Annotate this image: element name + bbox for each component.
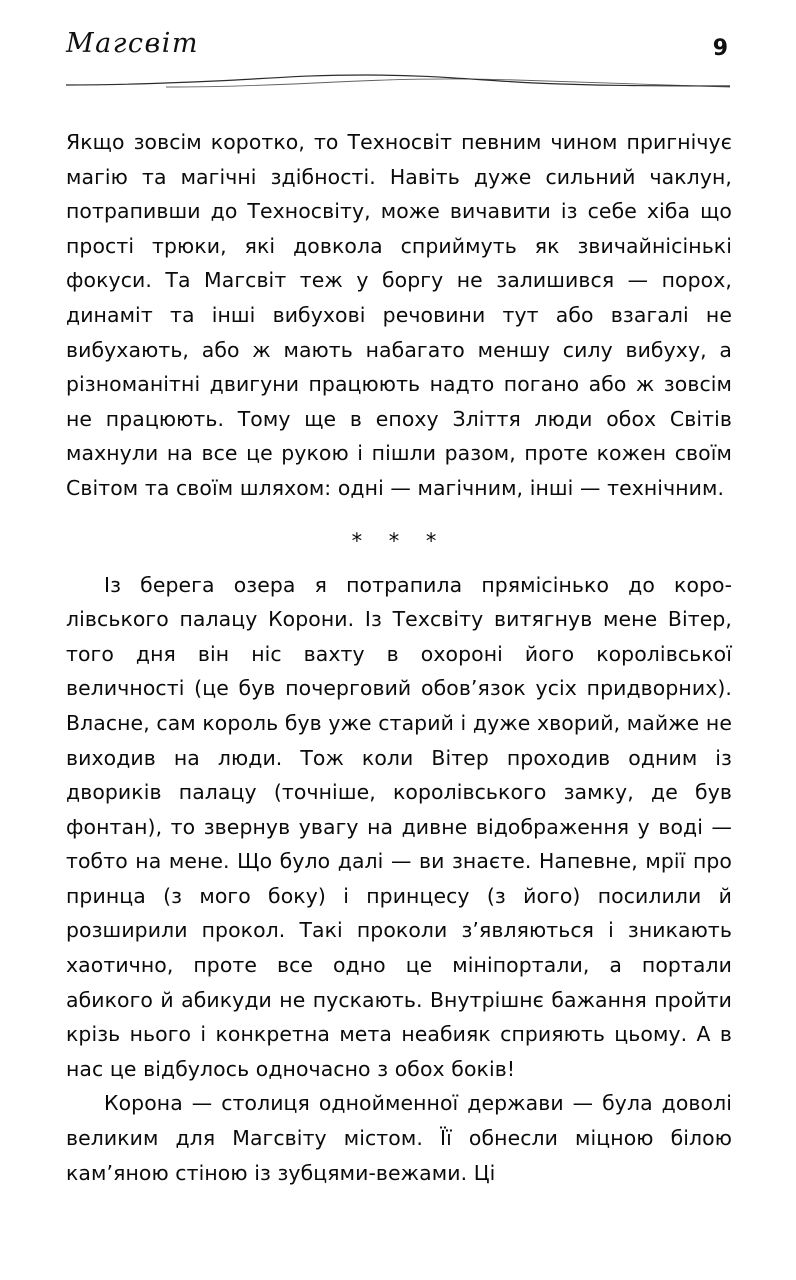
page-number: 9 xyxy=(712,36,728,61)
paragraph: Якщо зовсім коротко, то Техносвіт певним чином пригнічує магію та магічні здібності. Навіть дуже сильний чаклун, потрапивши до Техносвіту, може вичавити із себе хіба що прості трюки, які довкола сприймуть як звичайнісінькі фокуси. Та Магсвіт теж у боргу не залишився — порох, динаміт та інші вибухові речовини тут або взагалі не вибухають, або ж мають набагато меншу силу вибуху, а різноманітні двигуни працюють надто погано або ж зовсім не працюють. Тому ще в епоху Зліття люди обох Світів махнули на все це рукою і пішли разом, проте кожен своїм Світом та своїм шляхом: одні — магічним, інші — технічним. xyxy=(66,130,732,500)
body-content xyxy=(66,125,732,1190)
wave-rule-icon xyxy=(66,72,730,94)
paragraph: Із берега озера я потрапила прямісінько до королівського палацу Корони. Із Техсвіту витягнув мене Вітер, того дня він ніс вахту в охороні його королівської величності (це був почерговий обов’язок усіх придворних). Власне, сам король був уже старий і дуже хворий, майже не виходив на люди. Тож коли Вітер проходив одним із двориків палацу (точніше, королівського замку, де був фонтан), то звернув увагу на дивне відображення у воді — тобто на мене. Що було далі — ви знаєте. Напевне, мрії про принца (з мого боку) і принцесу (з його) посилили й розширили прокол. Такі проколи з’являються і зникають хаотично, проте все одно це мініпортали, а портали абикого й абикуди не пускають. Внутрішнє бажання пройти крізь нього і конкретна мета неабияк сприяють цьому. А в нас це відбулось одночасно з обох боків! xyxy=(66,572,732,1081)
running-head xyxy=(66,28,199,59)
paragraph: Корона — столиця однойменної держави — була доволі великим для Магсвіту містом. Її обнесли міцною білою кам’яною стіною із зубцями-вежами. Ці xyxy=(66,1091,732,1185)
running-head-text: Магсвіт xyxy=(66,28,199,59)
section-divider: * * * xyxy=(351,528,447,553)
